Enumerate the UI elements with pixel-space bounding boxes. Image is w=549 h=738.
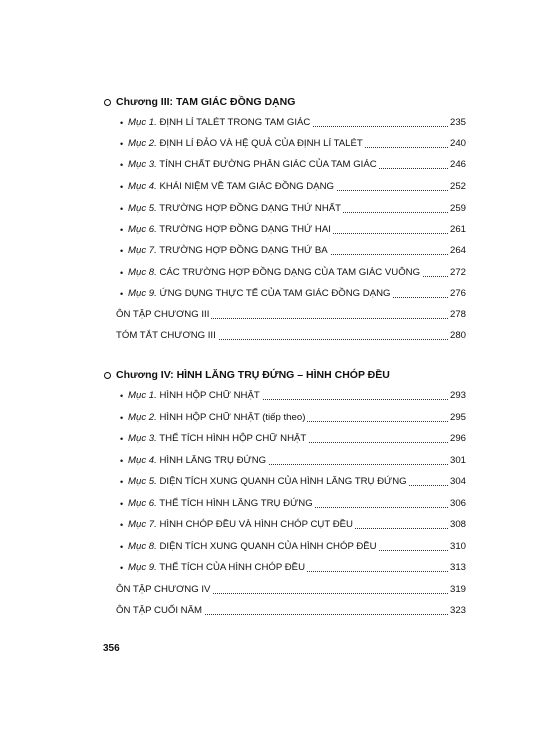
bullet-icon: • — [120, 204, 124, 214]
entry-prefix: Mục 3. — [128, 159, 157, 170]
entry-prefix: Mục 8. — [128, 267, 157, 278]
toc-entry — [0, 329, 549, 343]
entry-page-number: 240 — [449, 138, 466, 149]
entry-prefix: Mục 1. — [128, 390, 157, 401]
entry-title: TRƯỜNG HỢP ĐỒNG DẠNG THỨ BA — [159, 245, 328, 256]
entry-page-number: 304 — [449, 476, 466, 487]
bullet-icon: • — [120, 520, 124, 530]
toc-entry — [0, 158, 549, 172]
chapter-4-heading — [104, 369, 390, 381]
bullet-icon: • — [120, 182, 124, 192]
entry-page-number: 280 — [449, 330, 466, 341]
toc-entry — [0, 223, 549, 237]
toc-entry — [0, 518, 549, 532]
bullet-icon: • — [120, 118, 124, 128]
entry-title: ĐỊNH LÍ TALÉT TRONG TAM GIÁC — [159, 117, 311, 128]
toc-entry — [0, 540, 549, 554]
toc-entry — [0, 180, 549, 194]
entry-title: ÔN TẬP CUỐI NĂM — [116, 605, 203, 616]
toc-entry — [0, 266, 549, 280]
entry-page-number: 308 — [449, 519, 466, 530]
entry-page-number: 306 — [449, 498, 466, 509]
entry-prefix: Mục 5. — [128, 476, 157, 487]
entry-prefix: Mục 7. — [128, 519, 157, 530]
entry-page-number: 319 — [449, 584, 466, 595]
entry-page-number: 261 — [449, 224, 466, 235]
bullet-icon: • — [120, 246, 124, 256]
entry-title: ỨNG DỤNG THỰC TẾ CỦA TAM GIÁC ĐỒNG DẠNG — [159, 288, 391, 299]
bullet-icon: • — [120, 225, 124, 235]
entry-title: TÍNH CHẤT ĐƯỜNG PHÂN GIÁC CỦA TAM GIÁC — [159, 159, 377, 170]
entry-prefix: Mục 2. — [128, 412, 157, 423]
toc-entry — [0, 497, 549, 511]
toc-entry — [0, 202, 549, 216]
chapter-title: Chương III: TAM GIÁC ĐỒNG DẠNG — [116, 96, 296, 108]
entry-prefix: Mục 8. — [128, 541, 157, 552]
entry-title: THỂ TÍCH HÌNH HỘP CHỮ NHẬT — [159, 433, 307, 444]
bullet-icon: • — [120, 434, 124, 444]
entry-prefix: Mục 1. — [128, 117, 157, 128]
entry-page-number: 293 — [449, 390, 466, 401]
entry-page-number: 295 — [449, 412, 466, 423]
entry-prefix: Mục 7. — [128, 245, 157, 256]
bullet-icon: • — [120, 563, 124, 573]
entry-title: HÌNH CHÓP ĐỀU VÀ HÌNH CHÓP CỤT ĐỀU — [159, 519, 353, 530]
toc-entry — [0, 308, 549, 322]
bullet-icon: • — [120, 289, 124, 299]
bullet-icon: • — [120, 160, 124, 170]
entry-title: TÓM TẮT CHƯƠNG III — [116, 330, 216, 341]
bullet-icon: • — [120, 456, 124, 466]
bullet-icon: • — [120, 413, 124, 423]
circle-bullet-icon — [104, 372, 111, 379]
toc-entry — [0, 137, 549, 151]
toc-entry — [0, 454, 549, 468]
entry-page-number: 259 — [449, 203, 466, 214]
entry-title: DIỆN TÍCH XUNG QUANH CỦA HÌNH LĂNG TRỤ ĐỨNG — [159, 476, 407, 487]
entry-page-number: 310 — [449, 541, 466, 552]
entry-page-number: 264 — [449, 245, 466, 256]
entry-title: THỂ TÍCH CỦA HÌNH CHÓP ĐỀU — [159, 562, 305, 573]
entry-prefix: Mục 4. — [128, 455, 157, 466]
bullet-icon: • — [120, 391, 124, 401]
entry-page-number: 235 — [449, 117, 466, 128]
chapter-3-heading — [104, 96, 295, 108]
entry-page-number: 313 — [449, 562, 466, 573]
toc-entry — [0, 432, 549, 446]
entry-prefix: Mục 3. — [128, 433, 157, 444]
entry-title: ÔN TẬP CHƯƠNG III — [116, 309, 210, 320]
entry-title: HÌNH HỘP CHỮ NHẬT — [159, 390, 260, 401]
toc-entry — [0, 389, 549, 403]
entry-prefix: Mục 2. — [128, 138, 157, 149]
entry-title: ÔN TẬP CHƯƠNG IV — [116, 584, 211, 595]
bullet-icon: • — [120, 477, 124, 487]
entry-page-number: 323 — [449, 605, 466, 616]
page-number: 356 — [103, 643, 120, 654]
entry-prefix: Mục 4. — [128, 181, 157, 192]
entry-page-number: 272 — [449, 267, 466, 278]
entry-title: ĐỊNH LÍ ĐẢO VÀ HỆ QUẢ CỦA ĐỊNH LÍ TALÉT — [159, 138, 363, 149]
entry-title: TRƯỜNG HỢP ĐỒNG DẠNG THỨ HAI — [159, 224, 331, 235]
bullet-icon: • — [120, 139, 124, 149]
entry-prefix: Mục 5. — [128, 203, 157, 214]
toc-entry — [0, 244, 549, 258]
entry-title: HÌNH HỘP CHỮ NHẬT (tiếp theo) — [159, 412, 306, 423]
bullet-icon: • — [120, 268, 124, 278]
entry-page-number: 276 — [449, 288, 466, 299]
bullet-icon: • — [120, 499, 124, 509]
entry-title: THỂ TÍCH HÌNH LĂNG TRỤ ĐỨNG — [159, 498, 313, 509]
toc-entry — [0, 561, 549, 575]
entry-title: TRƯỜNG HỢP ĐỒNG DẠNG THỨ NHẤT — [159, 203, 342, 214]
toc-entry — [0, 411, 549, 425]
entry-page-number: 252 — [449, 181, 466, 192]
toc-entry — [0, 604, 549, 618]
bullet-icon: • — [120, 542, 124, 552]
entry-page-number: 278 — [449, 309, 466, 320]
entry-page-number: 246 — [449, 159, 466, 170]
entry-prefix: Mục 9. — [128, 288, 157, 299]
entry-page-number: 301 — [449, 455, 466, 466]
toc-entry — [0, 475, 549, 489]
entry-title: DIỆN TÍCH XUNG QUANH CỦA HÌNH CHÓP ĐỀU — [159, 541, 377, 552]
chapter-title: Chương IV: HÌNH LĂNG TRỤ ĐỨNG – HÌNH CHÓP ĐỀU — [116, 369, 390, 381]
toc-entry — [0, 116, 549, 130]
entry-prefix: Mục 9. — [128, 562, 157, 573]
entry-title: HÌNH LĂNG TRỤ ĐỨNG — [159, 455, 267, 466]
toc-entry — [0, 583, 549, 597]
circle-bullet-icon — [104, 99, 111, 106]
entry-page-number: 296 — [449, 433, 466, 444]
entry-prefix: Mục 6. — [128, 498, 157, 509]
entry-title: KHÁI NIỆM VỀ TAM GIÁC ĐỒNG DẠNG — [159, 181, 334, 192]
entry-prefix: Mục 6. — [128, 224, 157, 235]
entry-title: CÁC TRƯỜNG HỢP ĐỒNG DẠNG CỦA TAM GIÁC VUÔNG — [159, 267, 421, 278]
toc-entry — [0, 287, 549, 301]
